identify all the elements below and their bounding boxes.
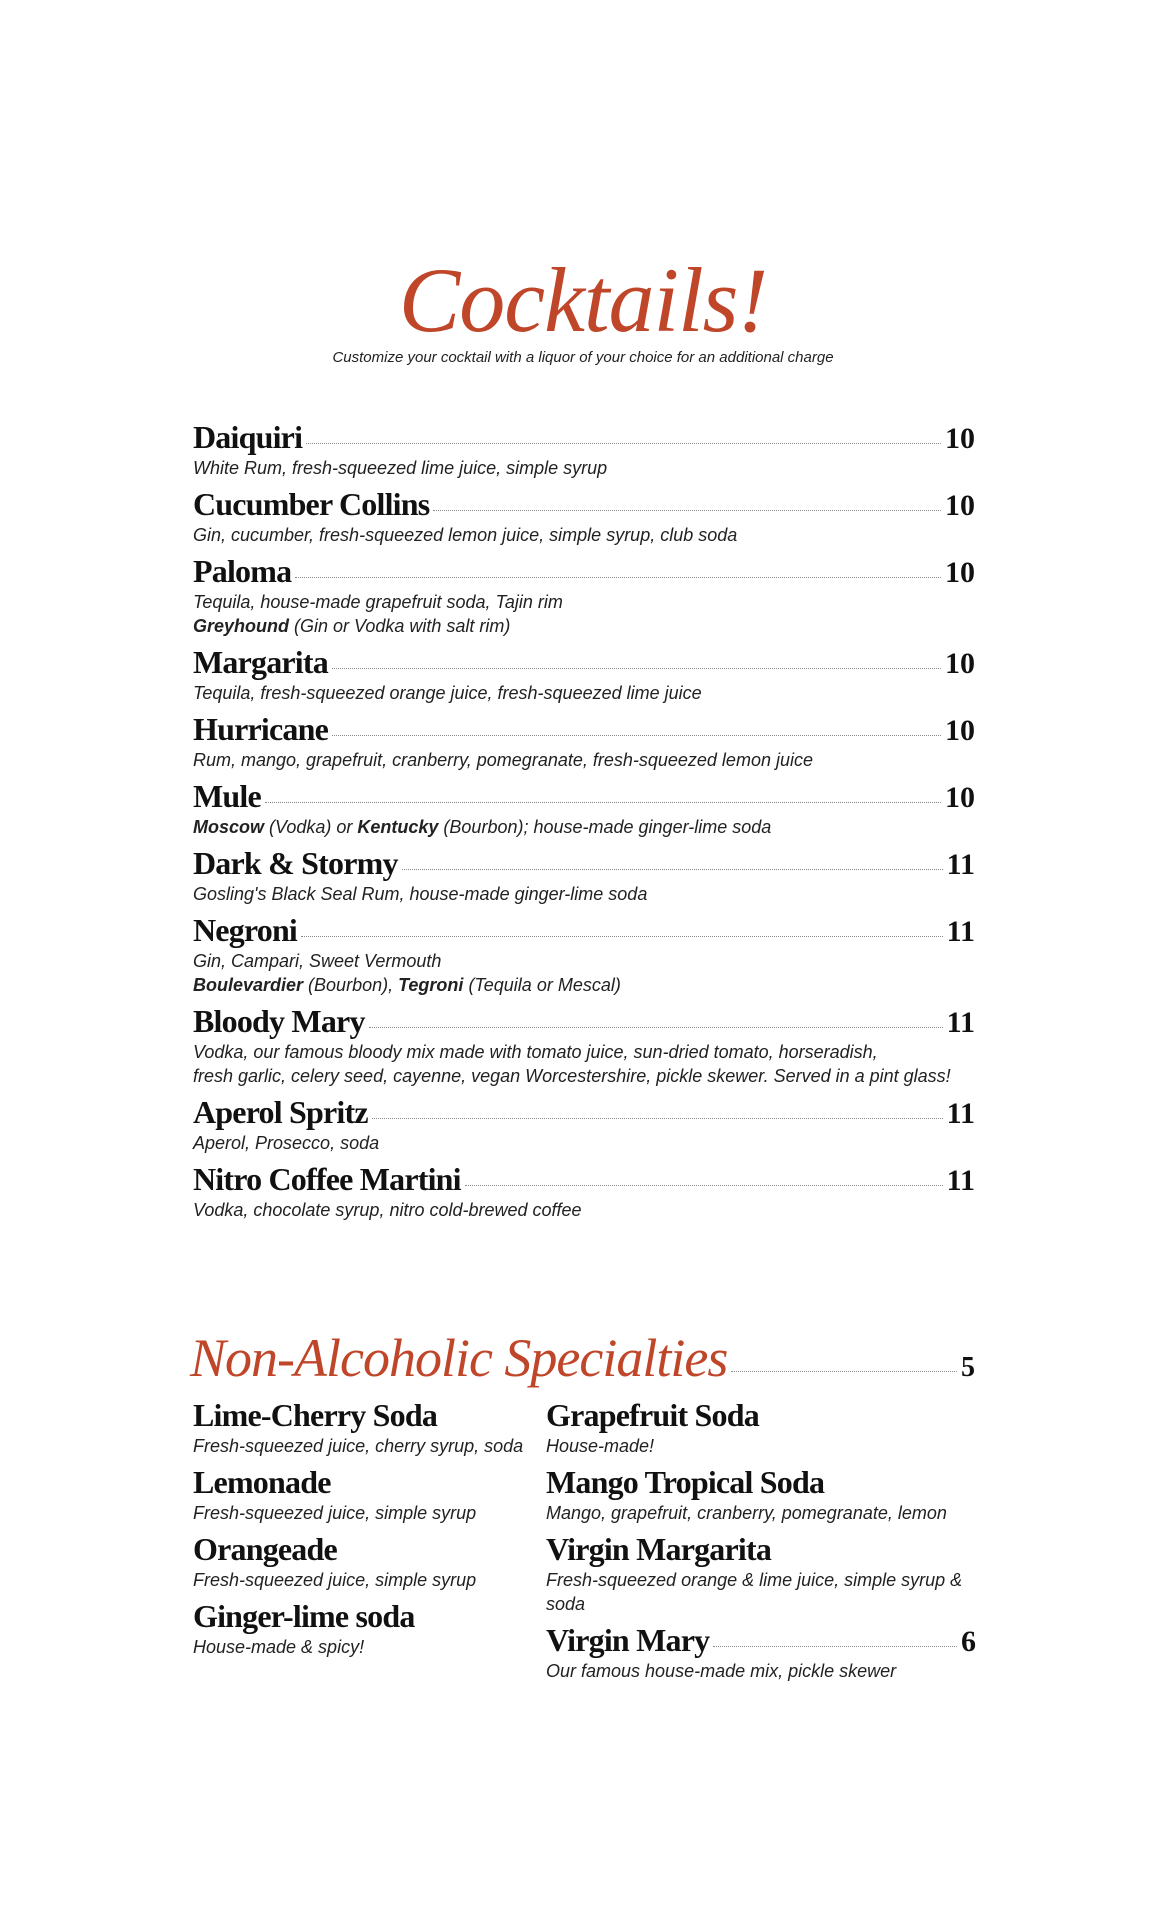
item-description: Fresh-squeezed juice, simple syrup	[193, 1503, 477, 1523]
item-description	[193, 815, 975, 839]
item-name: Dark & Stormy	[193, 845, 398, 881]
menu-item	[546, 1621, 976, 1683]
item-price: 10	[945, 556, 975, 589]
variant-detail: (Gin or Vodka with salt rim)	[289, 616, 511, 636]
menu-item	[193, 1463, 533, 1525]
item-description: Tequila, house-made grapefruit soda, Tajin rim	[193, 592, 563, 612]
item-price: 11	[946, 915, 975, 948]
item-name: Daiquiri	[193, 419, 303, 455]
item-description: Gin, Campari, Sweet Vermouth	[193, 951, 442, 971]
item-name: Orangeade	[193, 1531, 337, 1567]
variant-name: Greyhound	[193, 616, 290, 636]
non-alcoholic-header	[190, 1322, 975, 1394]
non-alcoholic-right-column	[546, 1396, 976, 1688]
dotted-leader	[306, 443, 941, 444]
menu-item	[193, 1002, 975, 1088]
dotted-leader	[465, 1185, 943, 1186]
dotted-leader	[301, 936, 943, 937]
dotted-leader	[332, 735, 941, 736]
menu-item	[193, 418, 975, 480]
menu-item	[193, 1396, 533, 1458]
variant-detail: (Tequila or Mescal)	[463, 975, 621, 995]
item-description: Fresh-squeezed orange & lime juice, simple syrup & soda	[546, 1570, 963, 1614]
item-price: 10	[945, 781, 975, 814]
item-description: Gosling's Black Seal Rum, house-made ginger-lime soda	[193, 884, 648, 904]
item-name: Grapefruit Soda	[546, 1397, 759, 1433]
item-name: Aperol Spritz	[193, 1094, 368, 1130]
menu-item	[193, 1160, 975, 1222]
item-variant	[193, 973, 975, 997]
item-name: Mango Tropical Soda	[546, 1464, 825, 1500]
dotted-leader	[713, 1646, 957, 1647]
dotted-leader	[402, 869, 943, 870]
item-price: 11	[946, 1006, 975, 1039]
dotted-leader	[265, 802, 941, 803]
item-description: House-made & spicy!	[193, 1637, 365, 1657]
item-description: Mango, grapefruit, cranberry, pomegranate, lemon	[546, 1503, 947, 1523]
item-name: Cucumber Collins	[193, 486, 430, 522]
menu-item	[193, 844, 975, 906]
item-name: Nitro Coffee Martini	[193, 1161, 461, 1197]
item-price: 11	[946, 1097, 975, 1130]
dotted-leader	[369, 1027, 943, 1028]
item-description: Aperol, Prosecco, soda	[193, 1133, 380, 1153]
non-alcoholic-left-column	[193, 1396, 533, 1664]
dotted-leader	[372, 1118, 943, 1119]
menu-item	[193, 1597, 533, 1659]
variant-detail: (Vodka) or	[264, 817, 358, 837]
item-description: Vodka, our famous bloody mix made with tomato juice, sun-dried tomato, horseradish,	[193, 1042, 878, 1062]
item-name: Hurricane	[193, 711, 328, 747]
item-description: Fresh-squeezed juice, simple syrup	[193, 1570, 477, 1590]
menu-item	[546, 1396, 976, 1458]
dotted-leader	[295, 577, 941, 578]
item-price: 11	[946, 1164, 975, 1197]
item-name: Lime-Cherry Soda	[193, 1397, 438, 1433]
item-description: White Rum, fresh-squeezed lime juice, simple syrup	[193, 458, 608, 478]
dotted-leader	[433, 510, 941, 511]
item-name: Virgin Mary	[546, 1622, 710, 1658]
variant-detail: (Bourbon); house-made ginger-lime soda	[438, 817, 772, 837]
item-description: Gin, cucumber, fresh-squeezed lemon juice, simple syrup, club soda	[193, 525, 738, 545]
item-price: 10	[945, 714, 975, 747]
menu-item	[546, 1530, 976, 1616]
non-alcoholic-title: Non-Alcoholic Specialties	[190, 1328, 728, 1388]
cocktail-list	[193, 418, 975, 1227]
variant-name: Moscow	[193, 817, 265, 837]
item-name: Margarita	[193, 644, 328, 680]
cocktails-subtitle: Customize your cocktail with a liquor of your choice for an additional charge	[332, 349, 834, 366]
item-name: Ginger-lime soda	[193, 1598, 415, 1634]
item-description: Tequila, fresh-squeezed orange juice, fresh-squeezed lime juice	[193, 683, 702, 703]
item-name: Paloma	[193, 553, 292, 589]
item-name: Lemonade	[193, 1464, 331, 1500]
dotted-leader	[731, 1371, 957, 1372]
menu-item	[193, 643, 975, 705]
cocktails-title: Cocktails!	[398, 249, 768, 351]
item-name: Mule	[193, 778, 261, 814]
item-price: 10	[945, 422, 975, 455]
non-alcoholic-price: 5	[961, 1352, 975, 1383]
item-description: Rum, mango, grapefruit, cranberry, pomegranate, fresh-squeezed lemon juice	[193, 750, 813, 770]
item-description: Vodka, chocolate syrup, nitro cold-brewed coffee	[193, 1200, 582, 1220]
menu-item	[546, 1463, 976, 1525]
variant-name: Boulevardier	[193, 975, 304, 995]
menu-item	[193, 485, 975, 547]
menu-item	[193, 777, 975, 839]
menu-item	[193, 911, 975, 997]
menu-item	[193, 1093, 975, 1155]
item-description: Our famous house-made mix, pickle skewer	[546, 1661, 897, 1681]
variant-detail: (Bourbon),	[303, 975, 399, 995]
menu-item	[193, 552, 975, 638]
item-price: 10	[945, 489, 975, 522]
variant-name: Tegroni	[398, 975, 464, 995]
item-price: 10	[945, 647, 975, 680]
variant-name: Kentucky	[357, 817, 439, 837]
item-price: 6	[961, 1625, 976, 1658]
item-price: 11	[946, 848, 975, 881]
item-description-cont: fresh garlic, celery seed, cayenne, vegan Worcestershire, pickle skewer. Served in a pint glass!	[193, 1066, 951, 1086]
item-name: Bloody Mary	[193, 1003, 365, 1039]
dotted-leader	[332, 668, 941, 669]
item-description: Fresh-squeezed juice, cherry syrup, soda	[193, 1436, 524, 1456]
item-description: House-made!	[546, 1436, 655, 1456]
item-variant	[193, 614, 975, 638]
menu-item	[193, 710, 975, 772]
item-name: Virgin Margarita	[546, 1531, 772, 1567]
item-name: Negroni	[193, 912, 298, 948]
menu-item	[193, 1530, 533, 1592]
